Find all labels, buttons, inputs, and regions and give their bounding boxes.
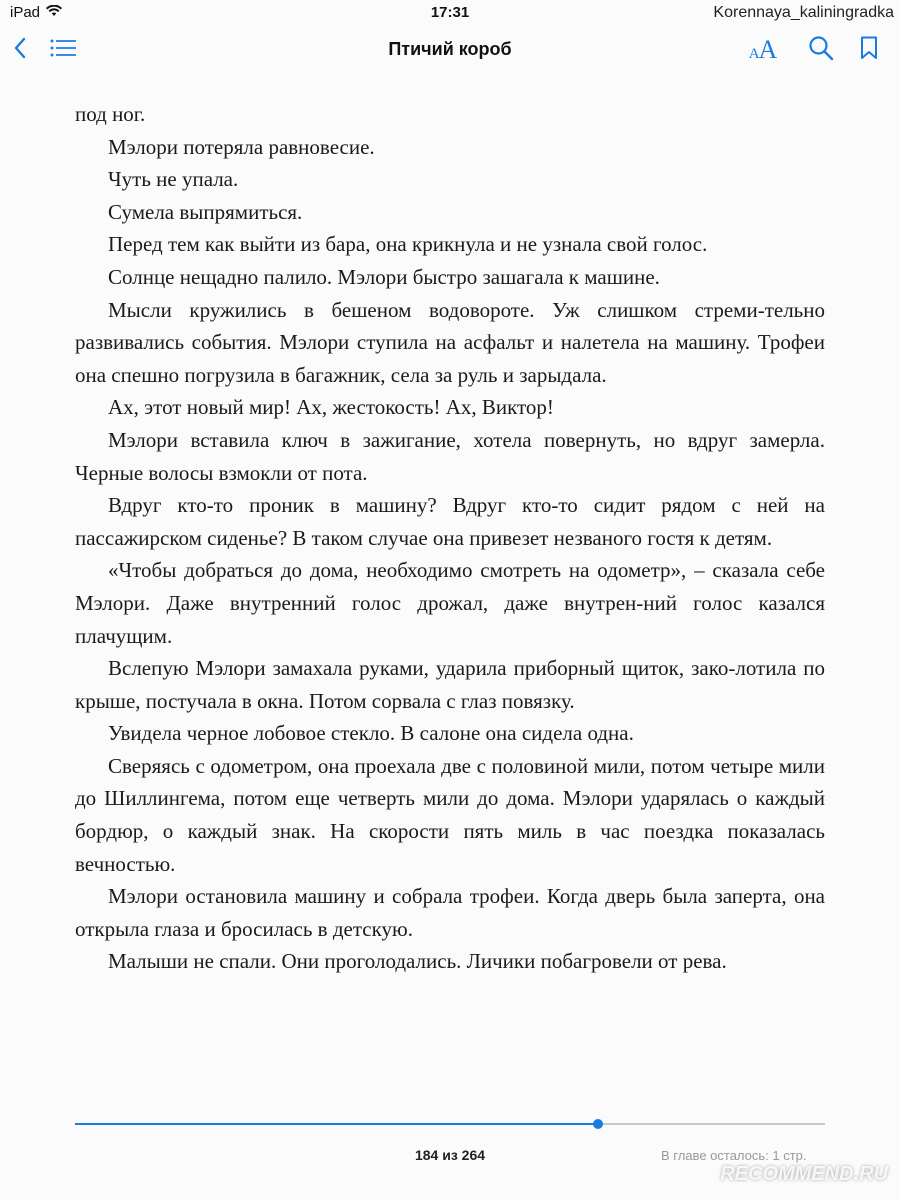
text-paragraph: Малыши не спали. Они проголодались. Личики побагровели от рева. [108,949,727,974]
reading-area [75,98,825,978]
user-watermark: Korennaya_kaliningradka [713,4,894,21]
text-paragraph: Мэлори остановила машину и собрала трофеи. Когда дверь была заперта, она открыла глаза и бросилась в детскую. [75,884,825,941]
status-bar [0,0,900,26]
device-label: iPad [10,4,41,21]
reading-progress-slider[interactable] [75,1123,825,1127]
bookmark-icon [860,36,878,65]
text-paragraph: Сумела выпрямиться. [108,199,303,224]
progress-knob[interactable] [593,1119,603,1129]
text-paragraph: Солнце нещадно палило. Мэлори быстро зашагала к машине. [108,264,660,289]
font-size-icon [749,35,778,65]
reader-toolbar [0,30,900,70]
search-icon [808,35,834,66]
text-paragraph: «Чтобы добраться до дома, необходимо смотреть на одометр», – сказала себе Мэлори. Даже внутренний голос дрожал, даже внутрен-ний голос казался плачущим. [75,558,825,648]
text-paragraph: Мэлори вставила ключ в зажигание, хотела повернуть, но вдруг замерла. Черные волосы взмокли от пота. [75,427,825,485]
font-small-letter: A [748,46,760,62]
font-big-letter: A [758,35,778,64]
text-paragraph: Чуть не упала. [108,167,239,192]
status-time: 17:31 [430,4,470,21]
progress-fill [75,1123,598,1125]
text-paragraph: Вдруг кто-то проник в машину? Вдруг кто-то сидит рядом с ней на пассажирском сиденье? В таком случае она привезет незваного гостя к детям. [75,493,825,550]
book-title: Птичий короб [388,39,512,59]
text-paragraph: Вслепую Мэлори замахала руками, ударила приборный щиток, зако-лотила по крыше, постучала в окна. Потом сорвала с глаз повязку. [75,656,825,713]
text-paragraph: Ах, этот новый мир! Ах, жестокость! Ах, Виктор! [108,395,554,420]
text-paragraph: Перед тем как выйти из бара, она крикнула и не узнала свой голос. [108,232,708,257]
text-paragraph: Мэлори потеряла равновесие. [108,134,375,159]
font-size-button[interactable] [746,30,780,70]
bookmark-button[interactable] [856,30,882,70]
page-indicator: 184 из 264 [414,1147,486,1163]
text-paragraph: под ног. [75,102,146,126]
search-button[interactable] [806,30,836,70]
text-paragraph: Сверяясь с одометром, она проехала две с половиной мили, потом четыре мили до Шиллингема, потом еще четверть мили до дома. Мэлори ударялась о каждый бордюр, о каждый знак. На скорости пять миль в час поездка показалась вечностью. [75,753,825,876]
text-paragraph: Мысли кружились в бешеном водовороте. Уж слишком стреми-тельно развивались события. Мэлори ступила на асфальт и налетела на машину. Трофеи она спешно погрузила в багажник, села за руль и зарыдала. [75,297,825,387]
chapter-remaining: В главе осталось: 1 стр. [661,1148,807,1163]
site-watermark: RECOMMEND.RU [720,1163,888,1185]
text-paragraph: Увидела черное лобовое стекло. В салоне она сидела одна. [108,721,634,746]
